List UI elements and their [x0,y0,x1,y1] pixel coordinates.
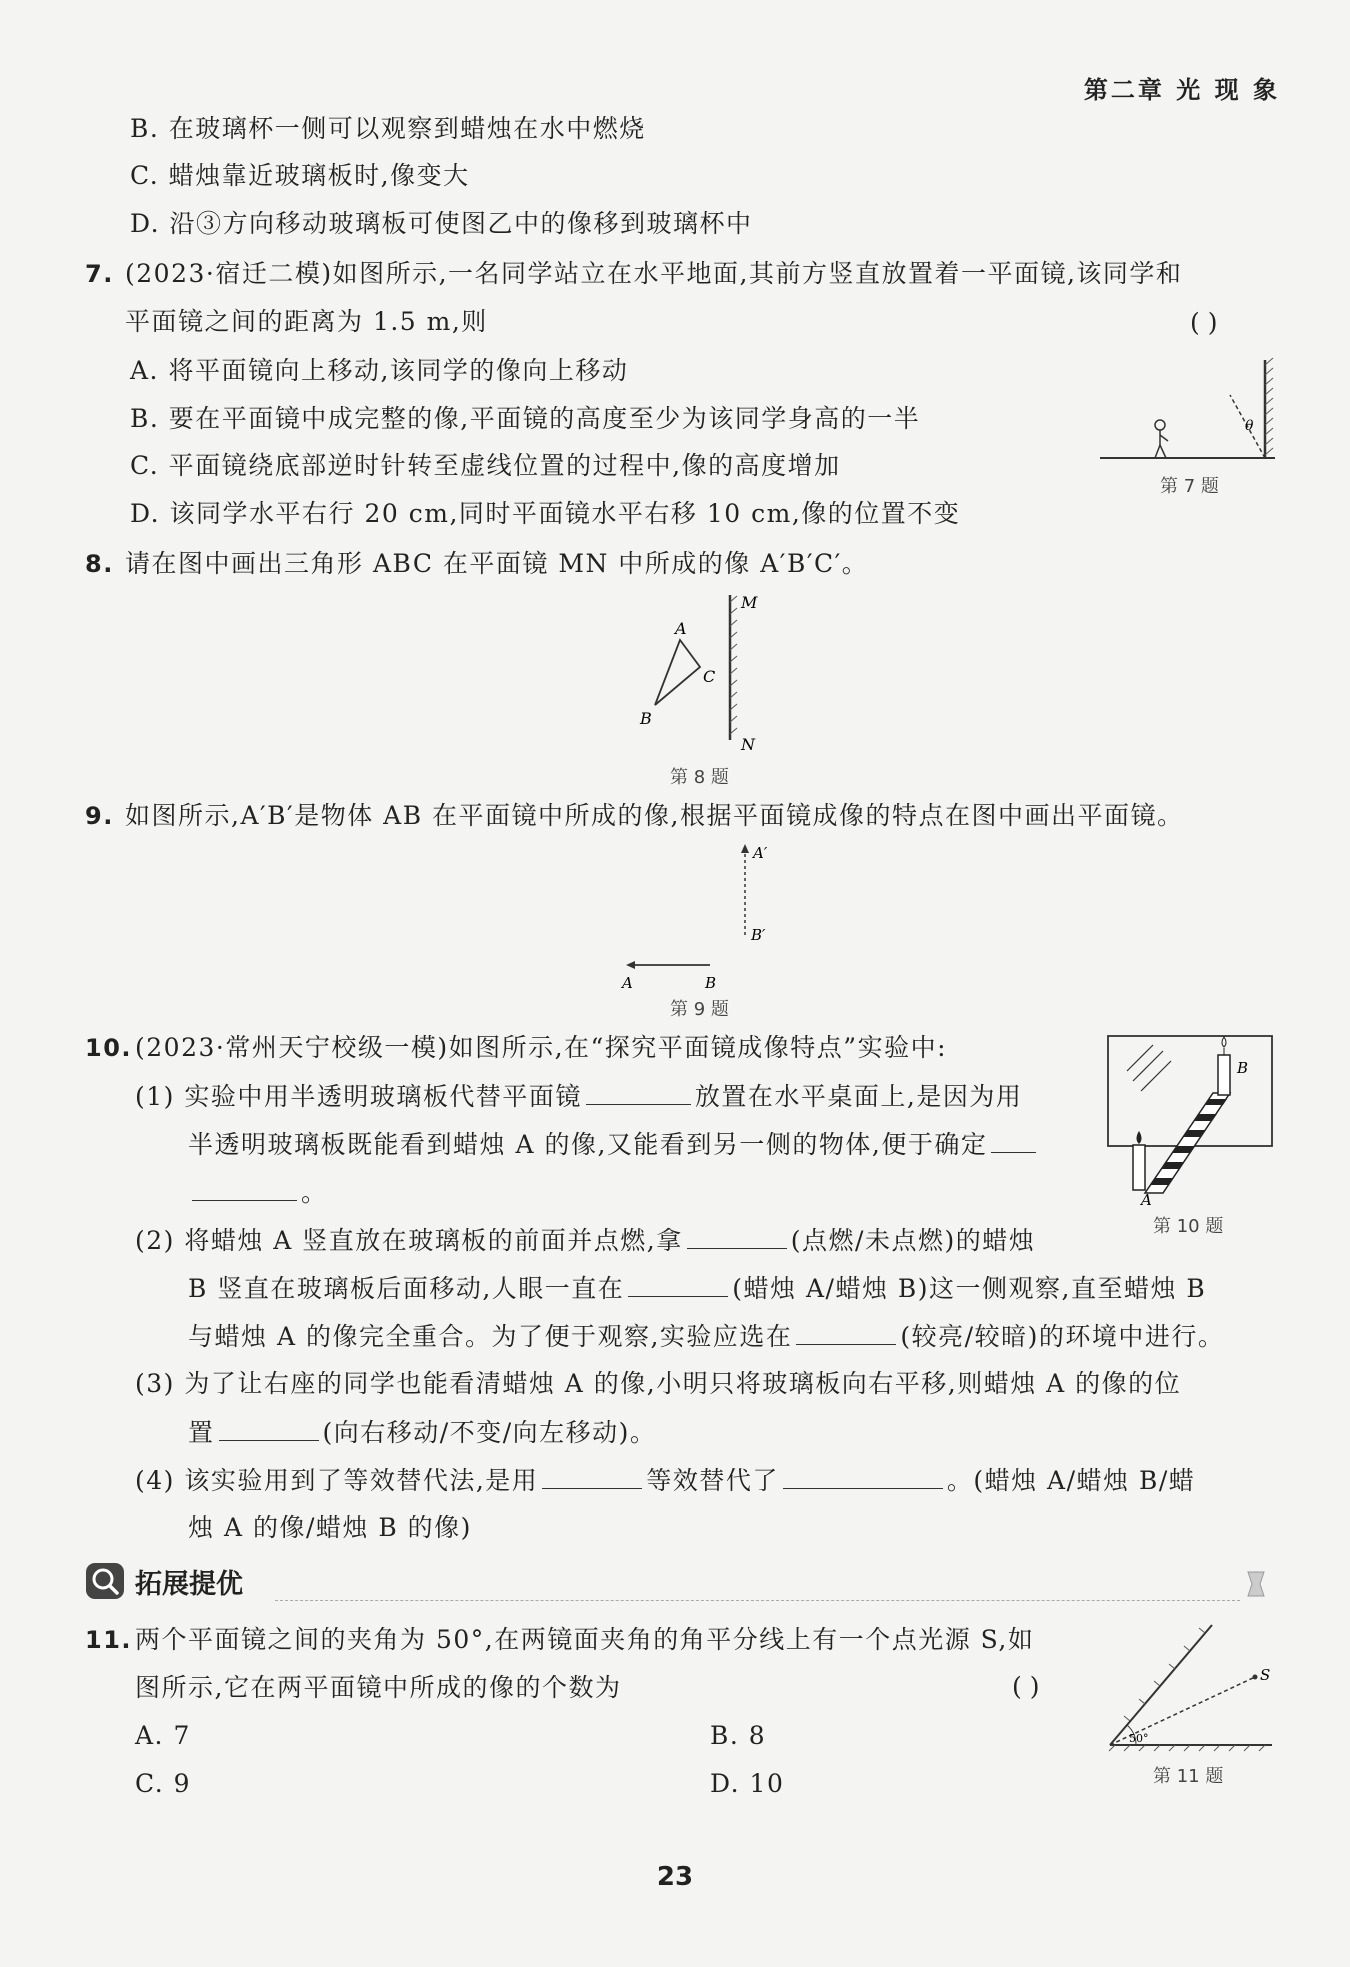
q10-p4-text-b: 等效替代了 [646,1466,779,1495]
q6-option-b: B. 在玻璃杯一侧可以观察到蜡烛在水中燃烧 [130,114,646,143]
q10-p1-blank1[interactable] [586,1080,691,1105]
q11-answer-paren: ( ) [1012,1672,1040,1701]
q11-option-a: A. 7 [135,1721,191,1750]
q10-p4-text-c: 。(蜡烛 A/蜡烛 B/蜡 [946,1466,1196,1495]
striped-ruler [1145,1093,1230,1193]
glass-reflection-marks [1127,1045,1171,1091]
q9-figure-caption: 第 9 题 [670,999,729,1020]
page-number: 23 [656,1862,694,1892]
q10-p3-blank[interactable] [219,1416,319,1441]
q9-number: 9. [85,802,114,830]
q10-p4-blank1[interactable] [542,1464,642,1489]
triangle-abc [655,640,700,705]
q10-p3-text-a: 置 [188,1418,215,1447]
q7-figure-caption: 第 7 题 [1160,476,1219,497]
q8-stem: 请在图中画出三角形 ABC 在平面镜 MN 中所成的像 A′B′C′。 [125,549,869,578]
q7-option-b: B. 要在平面镜中成完整的像,平面镜的高度至少为该同学身高的一半 [130,404,921,433]
q9-stem: 如图所示,A′B′是物体 AB 在平面镜中所成的像,根据平面镜成像的特点在图中画出平面镜。 [125,801,1184,830]
q9-figure [610,840,768,1000]
object-arrowhead [626,961,635,969]
mirror-slanted [1110,1625,1212,1745]
q10-p2-text-e: 与蜡烛 A 的像完全重合。为了便于观察,实验应选在 [188,1322,793,1351]
section-divider [275,1600,1240,1601]
label-a: A [675,619,687,638]
q11-option-d: D. 10 [710,1769,785,1798]
q11-stem-line1: 两个平面镜之间的夹角为 50°,在两镜面夹角的角平分线上有一个点光源 S,如 [135,1625,1035,1654]
q11-figure [1100,1620,1280,1755]
q10-figure-caption: 第 10 题 [1153,1216,1224,1237]
q10-p4-text-a: (4) 该实验用到了等效替代法,是用 [135,1466,539,1495]
label-n: N [741,735,755,754]
q10-p1-text-a: (1) 实验中用半透明玻璃板代替平面镜 [135,1082,582,1111]
q6-option-d: D. 沿③方向移动玻璃板可使图乙中的像移到玻璃杯中 [130,209,753,238]
q8-figure [625,590,775,760]
q10-p2-blank1[interactable] [687,1224,787,1249]
label-a-prime: A′ [753,844,768,862]
q10-p2-text-d: (蜡烛 A/蜡烛 B)这一侧观察,直至蜡烛 B [732,1274,1207,1303]
q10-p2-text-a: (2) 将蜡烛 A 竖直放在玻璃板的前面并点燃,拿 [135,1226,683,1255]
q7-number: 7. [85,260,114,288]
q10-p1-blank2b[interactable] [192,1176,297,1201]
label-a: A [1141,1191,1152,1209]
label-c: C [703,667,716,686]
q7-answer-paren: ( ) [1190,308,1218,337]
q10-part1-line3 [188,1176,328,1209]
q10-part4-line2: 烛 A 的像/蜡烛 B 的像) [188,1513,472,1542]
q11-number: 11. [85,1626,133,1654]
q10-p2-text-c: B 竖直在玻璃板后面移动,人眼一直在 [188,1274,625,1303]
q10-p3-text-b: (向右移动/不变/向左移动)。 [322,1418,657,1447]
label-m: M [741,593,758,612]
q11-figure-caption: 第 11 题 [1153,1766,1224,1787]
magnifier-icon [85,1562,125,1600]
q7-stem-line1: (2023·宿迁二模)如图所示,一名同学站立在水平地面,其前方竖直放置着一平面镜,该同学和 [125,259,1183,288]
q10-part3-line1: (3) 为了让右座的同学也能看清蜡烛 A 的像,小明只将玻璃板向右平移,则蜡烛 A 的像的位 [135,1369,1182,1398]
q11-option-c: C. 9 [135,1769,192,1798]
q10-figure [1105,1033,1275,1209]
q7-option-c: C. 平面镜绕底部逆时针转至虚线位置的过程中,像的高度增加 [130,451,841,480]
q7-option-d: D. 该同学水平右行 20 cm,同时平面镜水平右移 10 cm,像的位置不变 [130,499,961,528]
q10-part1-line2 [188,1128,1040,1161]
section-title: 拓展提优 [135,1569,243,1600]
q10-p1-blank2a[interactable] [991,1128,1036,1153]
q10-part3-line2 [188,1416,656,1449]
q7-stem-line2: 平面镜之间的距离为 1.5 m,则 [125,307,488,336]
q10-p4-blank2[interactable] [783,1464,943,1489]
slanted-hatching [1124,1628,1205,1721]
chapter-header: 第二章 光 现 象 [1083,76,1280,104]
label-b: B [705,974,717,992]
q11-stem-line2: 图所示,它在两平面镜中所成的像的个数为 [135,1673,622,1702]
q10-p2-blank3[interactable] [796,1320,896,1345]
q10-part1-line1 [135,1080,1022,1113]
candle-a [1133,1131,1145,1190]
q10-part2-line1 [135,1224,1035,1257]
q10-p2-text-f: (较亮/较暗)的环境中进行。 [900,1322,1225,1351]
q10-number: 10. [85,1034,133,1062]
q10-intro: (2023·常州天宁校级一模)如图所示,在“探究平面镜成像特点”实验中: [135,1033,948,1062]
theta-label: θ [1245,418,1254,434]
pin-icon [1242,1568,1270,1600]
q7-figure [1095,355,1285,465]
label-a: A [622,974,633,992]
q10-p2-text-b: (点燃/未点燃)的蜡烛 [790,1226,1036,1255]
angle-label: 50° [1129,1732,1149,1745]
candle-b [1218,1037,1230,1095]
point-source-s [1253,1675,1258,1680]
student-stick-figure [1155,420,1168,458]
q8-figure-caption: 第 8 题 [670,767,729,788]
label-s: S [1260,1666,1271,1684]
q8-number: 8. [85,550,114,578]
image-arrowhead [741,844,749,853]
q10-p1-text-b: 放置在水平桌面上,是因为用 [694,1082,1023,1111]
q10-p1-end: 。 [301,1178,328,1207]
section-header [85,1560,1265,1604]
q10-p1-text-line2: 半透明玻璃板既能看到蜡烛 A 的像,又能看到另一侧的物体,便于确定 [188,1130,988,1159]
q7-option-a: A. 将平面镜向上移动,该同学的像向上移动 [130,356,629,385]
q10-part4-line1 [135,1464,1195,1497]
q6-option-c: C. 蜡烛靠近玻璃板时,像变大 [130,161,470,190]
q10-part2-line3 [188,1320,1224,1353]
label-b-prime: B′ [751,926,766,944]
q11-option-b: B. 8 [710,1721,767,1750]
label-b: B [1237,1059,1249,1077]
q10-part2-line2 [188,1272,1206,1305]
label-b: B [640,709,652,728]
q10-p2-blank2[interactable] [628,1272,728,1297]
